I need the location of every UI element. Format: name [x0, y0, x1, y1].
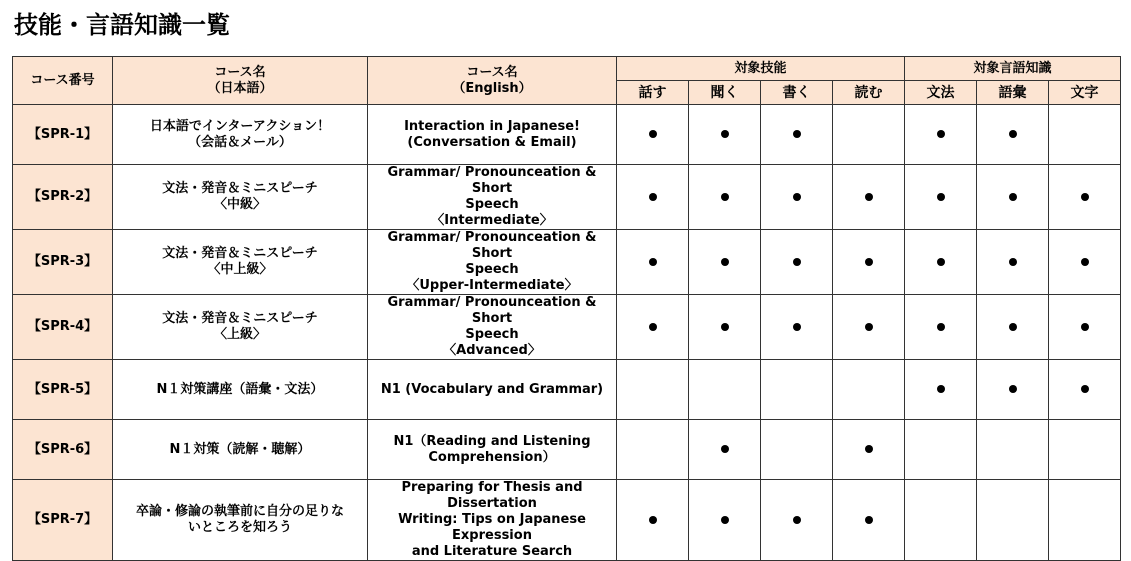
mark-cell-grammar: [905, 165, 977, 230]
header-col-characters: 文字: [1049, 81, 1121, 105]
mark-cell-listening: [689, 230, 761, 295]
bullet-mark-icon: [1009, 323, 1017, 331]
mark-cell-writing: [761, 165, 833, 230]
mark-cell-grammar: [905, 105, 977, 165]
mark-cell-writing: [761, 105, 833, 165]
course-number-cell: 【SPR-2】: [13, 165, 113, 230]
header-target-skills: 対象技能: [617, 57, 905, 81]
table-row: [13, 420, 1121, 480]
course-name-en-cell: [368, 230, 617, 295]
course-name-ja-line: N１対策（読解・聴解）: [169, 441, 311, 457]
mark-cell-listening: [689, 420, 761, 480]
bullet-mark-icon: [865, 193, 873, 201]
mark-cell-reading: [833, 295, 905, 360]
course-name-ja-line: 卒論・修論の執筆前に自分の足りな: [135, 504, 344, 519]
bullet-mark-icon: [865, 258, 873, 266]
skills-table: [12, 56, 1121, 561]
mark-cell-reading: [833, 420, 905, 480]
course-name-ja-cell: [113, 105, 368, 165]
course-name-en-line: (Conversation & Email): [407, 134, 577, 150]
course-name-en-line: Comprehension）: [428, 449, 556, 465]
bullet-mark-icon: [793, 258, 801, 266]
header-col-writing: 書く: [761, 81, 833, 105]
course-name-en-line: N1 (Vocabulary and Grammar): [380, 381, 604, 397]
mark-cell-characters: [1049, 420, 1121, 480]
course-name-en-line: Speech: [465, 262, 519, 277]
course-name-en-cell: [368, 480, 617, 561]
course-name-en-cell: [368, 295, 617, 360]
table-row: [13, 230, 1121, 295]
course-name-en-line: Grammar/ Pronounceation & Short: [387, 295, 597, 326]
course-number-cell: 【SPR-4】: [13, 295, 113, 360]
bullet-mark-icon: [793, 516, 801, 524]
mark-cell-vocabulary: [977, 295, 1049, 360]
course-number-cell: 【SPR-1】: [13, 105, 113, 165]
table-row: [13, 105, 1121, 165]
bullet-mark-icon: [937, 323, 945, 331]
course-name-en-line: 〈Intermediate〉: [431, 213, 553, 228]
bullet-mark-icon: [1009, 193, 1017, 201]
bullet-mark-icon: [1081, 258, 1089, 266]
bullet-mark-icon: [793, 193, 801, 201]
mark-cell-reading: [833, 230, 905, 295]
header-course-name-en-line1: コース名: [466, 64, 518, 80]
course-number-cell: 【SPR-3】: [13, 230, 113, 295]
course-name-ja-line: 〈上級〉: [213, 327, 266, 342]
mark-cell-listening: [689, 165, 761, 230]
bullet-mark-icon: [649, 130, 657, 138]
mark-cell-grammar: [905, 230, 977, 295]
course-name-ja-cell: [113, 360, 368, 420]
course-name-en-line: Speech: [465, 197, 519, 212]
bullet-mark-icon: [721, 130, 729, 138]
header-col-speaking: 話す: [617, 81, 689, 105]
mark-cell-speaking: [617, 105, 689, 165]
course-name-en-cell: [368, 105, 617, 165]
bullet-mark-icon: [1009, 385, 1017, 393]
course-name-ja-line: （会話＆メール）: [188, 134, 292, 150]
course-name-en-line: Speech: [465, 327, 519, 342]
course-name-ja-cell: [113, 480, 368, 561]
mark-cell-characters: [1049, 105, 1121, 165]
mark-cell-vocabulary: [977, 165, 1049, 230]
mark-cell-speaking: [617, 420, 689, 480]
course-name-en-line: Preparing for Thesis and Dissertation: [401, 480, 583, 511]
course-name-ja-line: 日本語でインターアクション！: [149, 118, 331, 134]
bullet-mark-icon: [649, 516, 657, 524]
bullet-mark-icon: [937, 258, 945, 266]
table-row: [13, 295, 1121, 360]
course-name-en-cell: [368, 360, 617, 420]
bullet-mark-icon: [793, 130, 801, 138]
course-name-en-line: 〈Advanced〉: [443, 343, 541, 358]
bullet-mark-icon: [1081, 385, 1089, 393]
course-name-en-cell: [368, 420, 617, 480]
course-number-cell: 【SPR-7】: [13, 480, 113, 561]
mark-cell-speaking: [617, 480, 689, 561]
header-col-reading: 読む: [833, 81, 905, 105]
header-course-name-ja: [113, 57, 368, 105]
mark-cell-reading: [833, 480, 905, 561]
bullet-mark-icon: [721, 445, 729, 453]
mark-cell-speaking: [617, 230, 689, 295]
course-name-ja-cell: [113, 230, 368, 295]
header-course-name-en-line2: （English）: [452, 80, 532, 96]
header-course-name-ja-line2: （日本語）: [207, 80, 273, 96]
course-name-en-line: Grammar/ Pronounceation & Short: [387, 165, 597, 196]
mark-cell-writing: [761, 295, 833, 360]
bullet-mark-icon: [937, 385, 945, 393]
header-course-number: コース番号: [13, 57, 113, 105]
bullet-mark-icon: [865, 445, 873, 453]
mark-cell-vocabulary: [977, 480, 1049, 561]
bullet-mark-icon: [793, 323, 801, 331]
bullet-mark-icon: [649, 323, 657, 331]
mark-cell-speaking: [617, 165, 689, 230]
mark-cell-characters: [1049, 230, 1121, 295]
header-col-vocabulary: 語彙: [977, 81, 1049, 105]
header-col-listening: 聞く: [689, 81, 761, 105]
mark-cell-vocabulary: [977, 230, 1049, 295]
course-name-ja-line: いところを知ろう: [187, 520, 292, 535]
page-title: 技能・言語知識一覧: [14, 11, 230, 39]
mark-cell-writing: [761, 480, 833, 561]
mark-cell-reading: [833, 105, 905, 165]
table-row: [13, 360, 1121, 420]
course-name-ja-line: 文法・発音＆ミニスピーチ: [162, 181, 318, 196]
bullet-mark-icon: [865, 516, 873, 524]
mark-cell-characters: [1049, 295, 1121, 360]
bullet-mark-icon: [721, 323, 729, 331]
course-name-ja-cell: [113, 295, 368, 360]
course-name-en-line: Writing: Tips on Japanese Expression: [398, 512, 586, 543]
course-name-ja-cell: [113, 165, 368, 230]
header-target-knowledge: 対象言語知識: [905, 57, 1121, 81]
mark-cell-grammar: [905, 420, 977, 480]
header-col-grammar: 文法: [905, 81, 977, 105]
mark-cell-vocabulary: [977, 105, 1049, 165]
course-name-en-line: Grammar/ Pronounceation & Short: [387, 230, 597, 261]
course-name-ja-line: 文法・発音＆ミニスピーチ: [162, 311, 318, 326]
header-course-name-ja-line1: コース名: [214, 64, 266, 80]
mark-cell-characters: [1049, 480, 1121, 561]
mark-cell-reading: [833, 165, 905, 230]
mark-cell-writing: [761, 230, 833, 295]
course-name-en-line: N1（Reading and Listening: [393, 433, 591, 449]
bullet-mark-icon: [649, 258, 657, 266]
course-number-cell: 【SPR-6】: [13, 420, 113, 480]
course-name-en-cell: [368, 165, 617, 230]
mark-cell-characters: [1049, 165, 1121, 230]
mark-cell-listening: [689, 480, 761, 561]
course-name-en-line: and Literature Search: [411, 544, 573, 559]
course-name-ja-line: 文法・発音＆ミニスピーチ: [162, 246, 318, 261]
mark-cell-listening: [689, 105, 761, 165]
mark-cell-reading: [833, 360, 905, 420]
bullet-mark-icon: [1009, 258, 1017, 266]
mark-cell-grammar: [905, 360, 977, 420]
bullet-mark-icon: [1009, 130, 1017, 138]
mark-cell-grammar: [905, 295, 977, 360]
course-name-en-line: Interaction in Japanese!: [404, 118, 580, 134]
bullet-mark-icon: [721, 193, 729, 201]
mark-cell-speaking: [617, 360, 689, 420]
mark-cell-writing: [761, 420, 833, 480]
mark-cell-writing: [761, 360, 833, 420]
mark-cell-listening: [689, 360, 761, 420]
bullet-mark-icon: [1081, 193, 1089, 201]
course-name-ja-line: 〈中上級〉: [207, 262, 273, 277]
bullet-mark-icon: [721, 258, 729, 266]
course-number-cell: 【SPR-5】: [13, 360, 113, 420]
bullet-mark-icon: [937, 193, 945, 201]
header-course-name-en: [368, 57, 617, 105]
mark-cell-grammar: [905, 480, 977, 561]
table-body: [13, 105, 1121, 561]
table-row: [13, 165, 1121, 230]
bullet-mark-icon: [865, 323, 873, 331]
bullet-mark-icon: [1081, 323, 1089, 331]
bullet-mark-icon: [937, 130, 945, 138]
course-name-ja-cell: [113, 420, 368, 480]
bullet-mark-icon: [649, 193, 657, 201]
course-name-en-line: 〈Upper-Intermediate〉: [406, 278, 578, 293]
mark-cell-listening: [689, 295, 761, 360]
mark-cell-characters: [1049, 360, 1121, 420]
course-name-ja-line: 〈中級〉: [213, 197, 266, 212]
mark-cell-vocabulary: [977, 360, 1049, 420]
mark-cell-vocabulary: [977, 420, 1049, 480]
course-name-ja-line: N１対策講座（語彙・文法）: [156, 381, 324, 397]
mark-cell-speaking: [617, 295, 689, 360]
bullet-mark-icon: [721, 516, 729, 524]
table-row: [13, 480, 1121, 561]
